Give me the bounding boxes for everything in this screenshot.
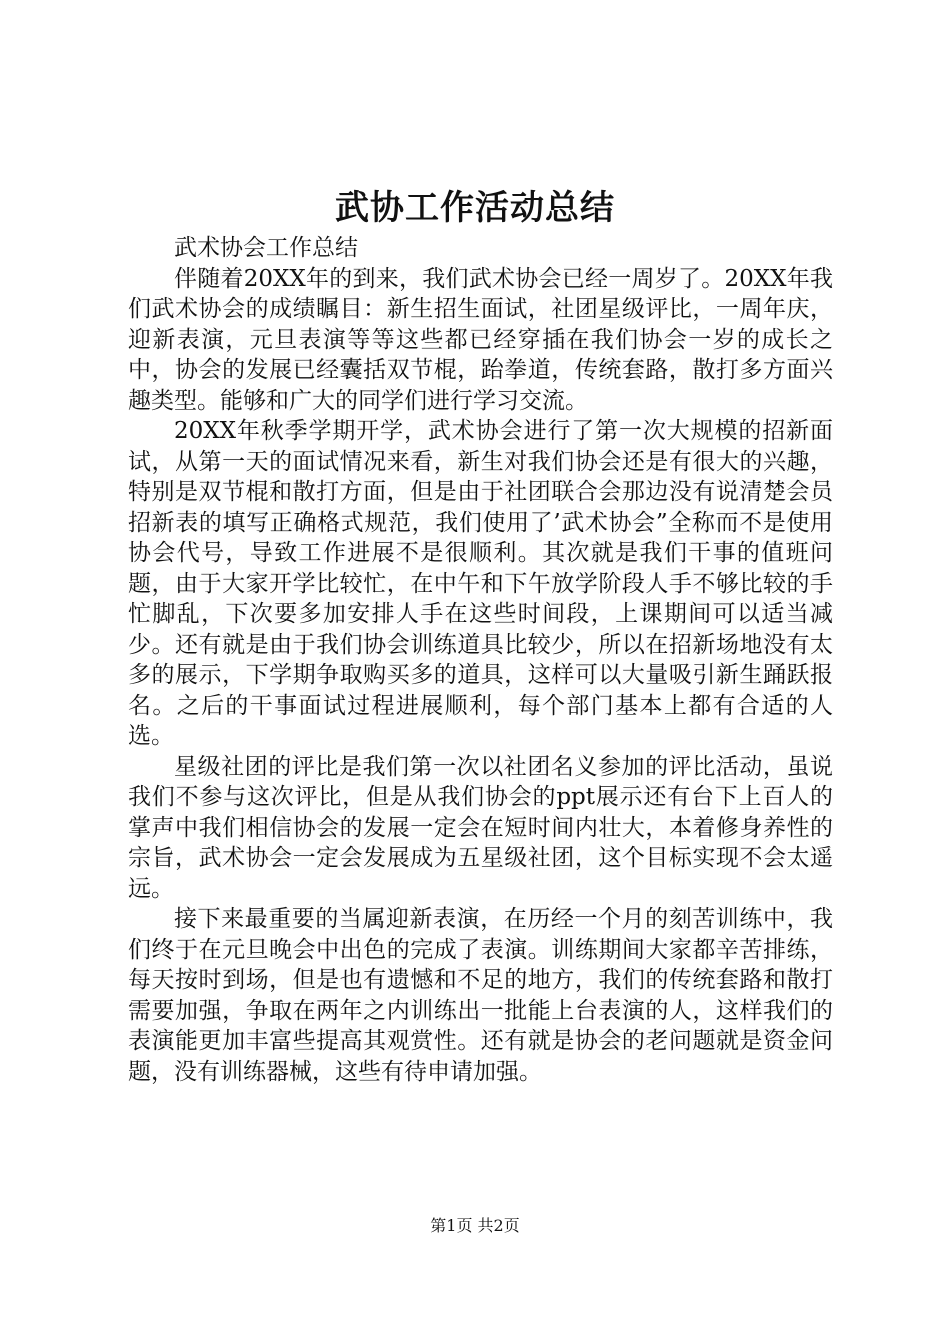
paragraph-intro: 伴随着20XX年的到来，我们武术协会已经一周岁了。20XX年我们武术协会的成绩瞩目：新生招生面试，社团星级评比，一周年庆，迎新表演，元旦表演等等这些都已经穿插在我们协会一岁的成长之中，协会的发展已经囊括双节棍，跆拳道，传统套路，散打多方面兴趣类型。能够和广大的同学们进行学习交流。 bbox=[128, 265, 833, 414]
page-title: 武协工作活动总结 bbox=[335, 188, 615, 228]
paragraph-performance: 接下来最重要的当属迎新表演，在历经一个月的刻苦训练中，我们终于在元旦晚会中出色的完成了表演。训练期间大家都辛苦排练，每天按时到场，但是也有遗憾和不足的地方，我们的传统套路和散打需要加强，争取在两年之内训练出一批能上台表演的人，这样我们的表演能更加丰富些提高其观赏性。还有就是协会的老问题就是资金问题，没有训练器械，这些有待申请加强。 bbox=[128, 906, 833, 1085]
paragraph-recruitment: 20XX年秋季学期开学，武术协会进行了第一次大规模的招新面试，从第一天的面试情况来看，新生对我们协会还是有很大的兴趣，特别是双节棍和散打方面，但是由于社团联合会那边没有说清楚会员招新表的填写正确格式规范，我们使用了’武术协会”全称而不是使用协会代号，导致工作进展不是很顺利。其次就是我们干事的值班问题，由于大家开学比较忙，在中午和下午放学阶段人手不够比较的手忙脚乱，下次要多加安排人手在这些时间段，上课期间可以适当减少。还有就是由于我们协会训练道具比较少，所以在招新场地没有太多的展示，下学期争取购买多的道具，这样可以大量吸引新生踊跃报名。之后的干事面试过程进展顺利，每个部门基本上都有合适的人选。 bbox=[128, 418, 833, 749]
document-body bbox=[128, 233, 833, 1087]
page-number-footer: 第1页 共2页 bbox=[430, 1216, 520, 1235]
document-subtitle: 武术协会工作总结 bbox=[174, 235, 358, 261]
paragraph-star-rating: 星级社团的评比是我们第一次以社团名义参加的评比活动，虽说我们不参与这次评比，但是从我们协会的ppt展示还有台下上百人的掌声中我们相信协会的发展一定会在短时间内壮大，本着修身养性的宗旨，武术协会一定会发展成为五星级社团，这个目标实现不会太遥远。 bbox=[128, 753, 833, 902]
